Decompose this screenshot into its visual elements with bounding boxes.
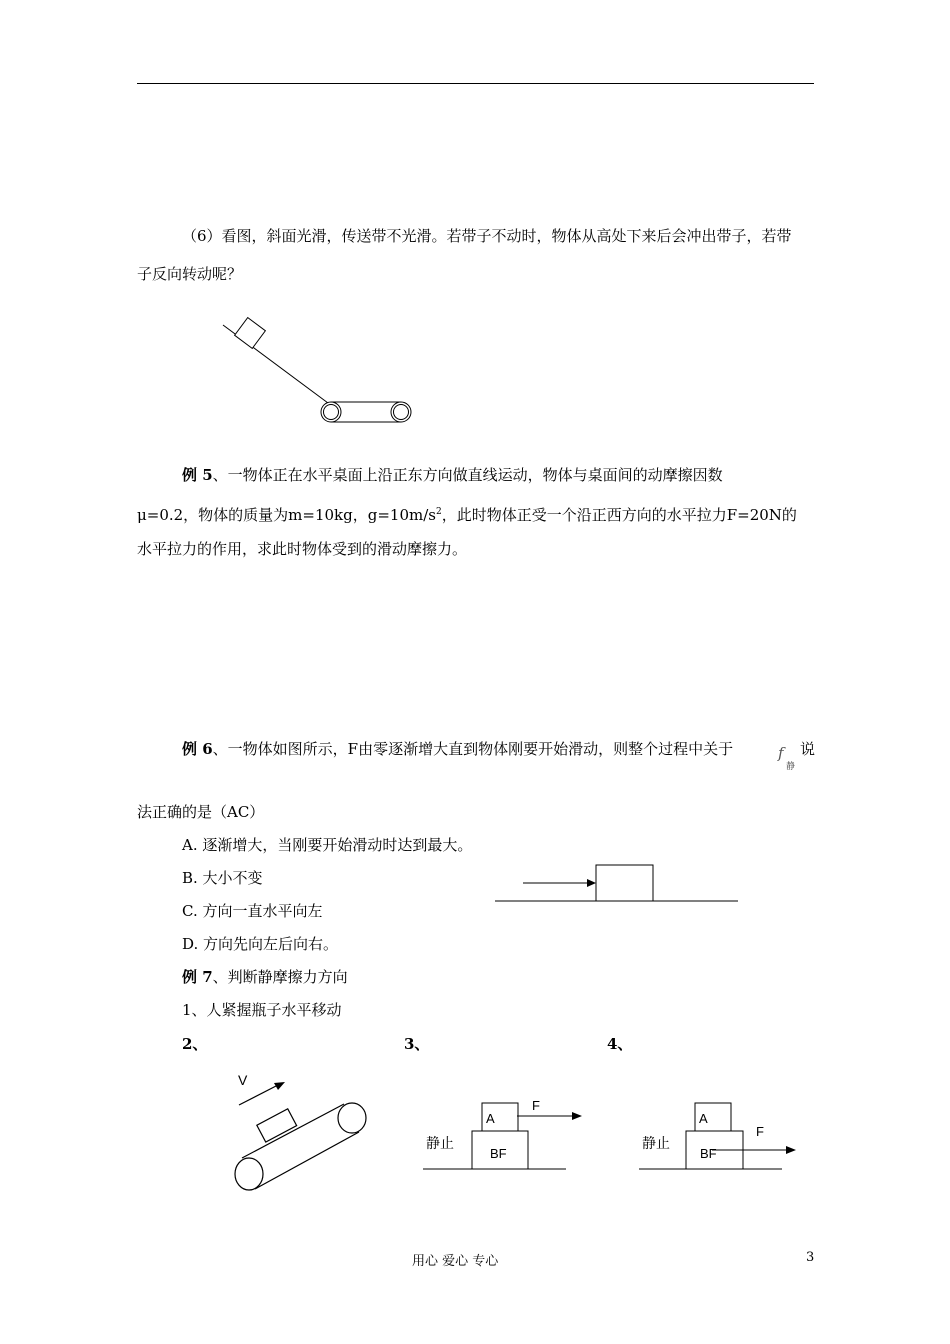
ex6-line-1	[182, 739, 733, 759]
stacked-blocks-figure-4	[636, 1090, 806, 1179]
ex6-option-b: B. 大小不变	[182, 869, 263, 887]
velocity-label: V	[238, 1072, 248, 1088]
ex7-item-3: 3、	[404, 1035, 430, 1053]
q6-line-1: （6）看图，斜面光滑，传送带不光滑。若带子不动时，物体从高处下来后会冲出带子，若带	[182, 227, 792, 245]
stacked-blocks-figure-3	[420, 1090, 590, 1179]
ex6-option-d: D. 方向先向左后向右。	[182, 935, 339, 953]
q6-line-2: 子反向转动呢？	[137, 265, 243, 283]
f-static-symbol: f	[778, 744, 784, 762]
ex5-line-1	[182, 465, 723, 485]
ex6-line-1-tail: 说	[800, 740, 816, 758]
header-rule	[137, 83, 814, 84]
block-a-label: A	[699, 1111, 708, 1126]
rest-label: 静止	[642, 1137, 670, 1152]
block-force-figure	[490, 858, 745, 912]
ex6-option-a: A. 逐渐增大，当刚要开始滑动时达到最大。	[182, 836, 473, 854]
block-b-label: BF	[490, 1146, 507, 1161]
ex5-label: 例 5	[182, 466, 213, 484]
block-a-label: A	[486, 1111, 495, 1126]
rest-label: 静止	[426, 1137, 454, 1152]
ex7-title: 、判断静摩擦力方向	[212, 968, 348, 986]
ex5-text-2a: μ=0.2，物体的质量为m=10kg，g=10m/s	[137, 506, 436, 524]
ex5-line-2	[137, 502, 797, 525]
ex7-label: 例 7	[182, 968, 213, 986]
footer-motto: 用心 爱心 专心	[412, 1254, 499, 1269]
ex5-superscript: 2	[435, 507, 442, 517]
ex7-item-1: 1、人紧握瓶子水平移动	[182, 1001, 342, 1019]
inclined-conveyor-figure	[222, 1065, 382, 1204]
force-f-label: F	[532, 1098, 540, 1113]
ex6-text-1: 、一物体如图所示，F由零逐渐增大直到物体刚要开始滑动，则整个过程中关于	[212, 740, 734, 758]
ex7-item-2: 2、	[182, 1035, 208, 1053]
ex5-text-1: 、一物体正在水平桌面上沿正东方向做直线运动，物体与桌面间的动摩擦因数	[212, 466, 723, 484]
ex5-text-2b: ，此时物体正受一个沿正西方向的水平拉力F=20N的	[441, 506, 797, 524]
ex5-line-3: 水平拉力的作用，求此时物体受到的滑动摩擦力。	[137, 540, 468, 558]
incline-conveyor-figure	[215, 315, 420, 434]
ex6-line-2: 法正确的是（AC）	[137, 803, 265, 821]
ex6-option-c: C. 方向一直水平向左	[182, 902, 323, 920]
page-number: 3	[806, 1250, 815, 1265]
ex7-item-4: 4、	[607, 1035, 633, 1053]
force-f-label: F	[756, 1124, 764, 1139]
ex7-line	[182, 967, 348, 987]
block-b-label: BF	[700, 1146, 717, 1161]
ex6-label: 例 6	[182, 740, 213, 758]
f-static-subscript: 静	[786, 762, 796, 772]
